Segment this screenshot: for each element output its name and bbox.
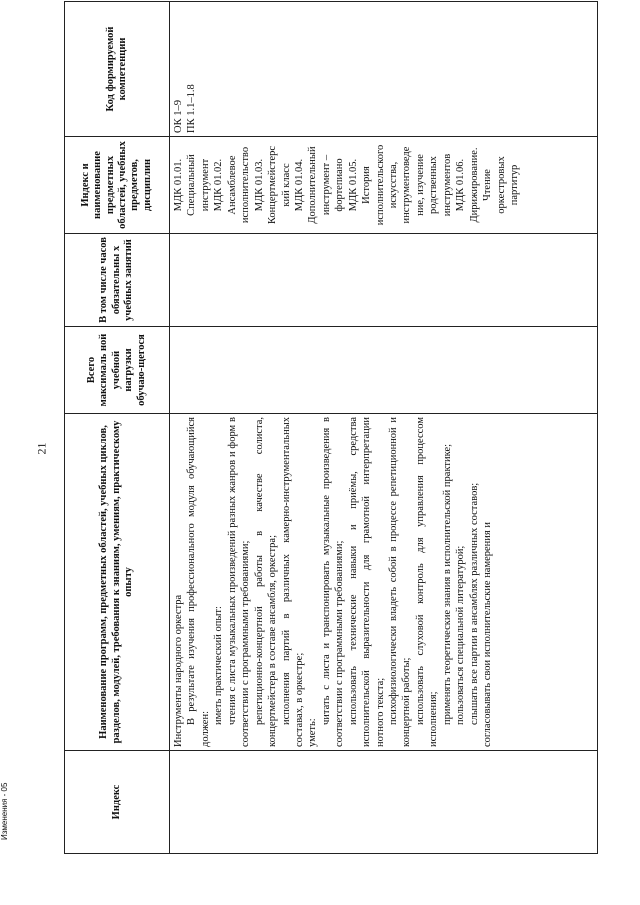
content-line: исполнения партий в различных камерно-инструментальных составах, в оркестре; [280, 417, 305, 747]
footer-note: Изменения - 05 [0, 782, 9, 840]
subject-line: МДК 01.03. Концертмейстерс кий класс [253, 145, 292, 225]
content-line: применять теоретические знания в исполнительской практике; [441, 443, 453, 725]
header-index: Индекс [65, 751, 170, 854]
subject-line: МДК 01.02. Ансамблевое исполнительство [213, 146, 252, 224]
header-competence-code: Код формируемой компетенции [65, 2, 170, 137]
content-line: согласовывать свои исполнительские намерения и [482, 522, 494, 747]
cell-mandatory-hours [170, 234, 598, 327]
cell-content [170, 414, 598, 751]
cell-index [170, 751, 598, 854]
content-line: использовать технические навыки и приёмы, средства исполнительской выразительности для грамотной интерпретации нотного текста; [347, 417, 386, 747]
content-line: В результате изучения профессионального модуля обучающийся должен: [186, 417, 211, 747]
content-line: слышать все партии в ансамблях различных составов; [468, 482, 480, 725]
header-program-name: Наименование программ, предметных областей, учебных циклов, разделов, модулей, требования к знаниям, умениям, практическому опыту [65, 414, 170, 751]
competence-line: ПК 1.1–1.8 [186, 84, 198, 133]
content-line: читать с листа и транспонировать музыкальные произведения в соответствии с программными требованиями; [320, 417, 346, 747]
cell-subjects [170, 137, 598, 234]
curriculum-table-sheet [64, 26, 598, 854]
content-line: Инструменты народного оркестра [173, 594, 184, 747]
subject-line: МДК 01.06. Дирижирование. Чтение оркестровых партитур [455, 147, 520, 223]
content-line: чтения с листа музыкальных произведений разных жанров и форм в соответствии с программными требованиями; [226, 417, 252, 747]
content-line: уметь: [307, 718, 319, 747]
content-line: иметь практический опыт: [213, 606, 225, 725]
header-subjects: Индекс и наименование предметных областей, учебных предметов, дисциплин [65, 137, 170, 234]
subject-line: МДК 01.04. Дополнительный инструмент – фортепиано [293, 146, 346, 224]
content-line: репетиционно-концертной работы в качестве солиста, концертмейстера в составе ансамбля, оркестра; [253, 417, 279, 747]
header-max-load: Всего максималь ной учебной нагрузки обучаю-щегося [65, 327, 170, 414]
competence-line: ОК 1–9 [173, 100, 184, 133]
curriculum-table [64, 1, 598, 854]
table-row [170, 2, 598, 854]
table-header-row [65, 2, 170, 854]
content-line: психофизиологически владеть собой в процессе репетиционной и концертной работы; [388, 417, 413, 747]
subject-line: МДК 01.05. История исполнительского искусства, инструментоведе ние, изучение родственных инструментов [347, 144, 453, 226]
header-mandatory-hours: В том числе часов обязательны х учебных занятий [65, 234, 170, 327]
content-line: пользоваться специальной литературой; [455, 545, 467, 725]
content-line: использовать слуховой контроль для управления процессом исполнения; [414, 417, 440, 747]
subject-line: МДК 01.01. Специальный инструмент [173, 154, 211, 216]
cell-max-load [170, 327, 598, 414]
cell-competence [170, 2, 598, 137]
page-number: 21 [34, 442, 49, 455]
